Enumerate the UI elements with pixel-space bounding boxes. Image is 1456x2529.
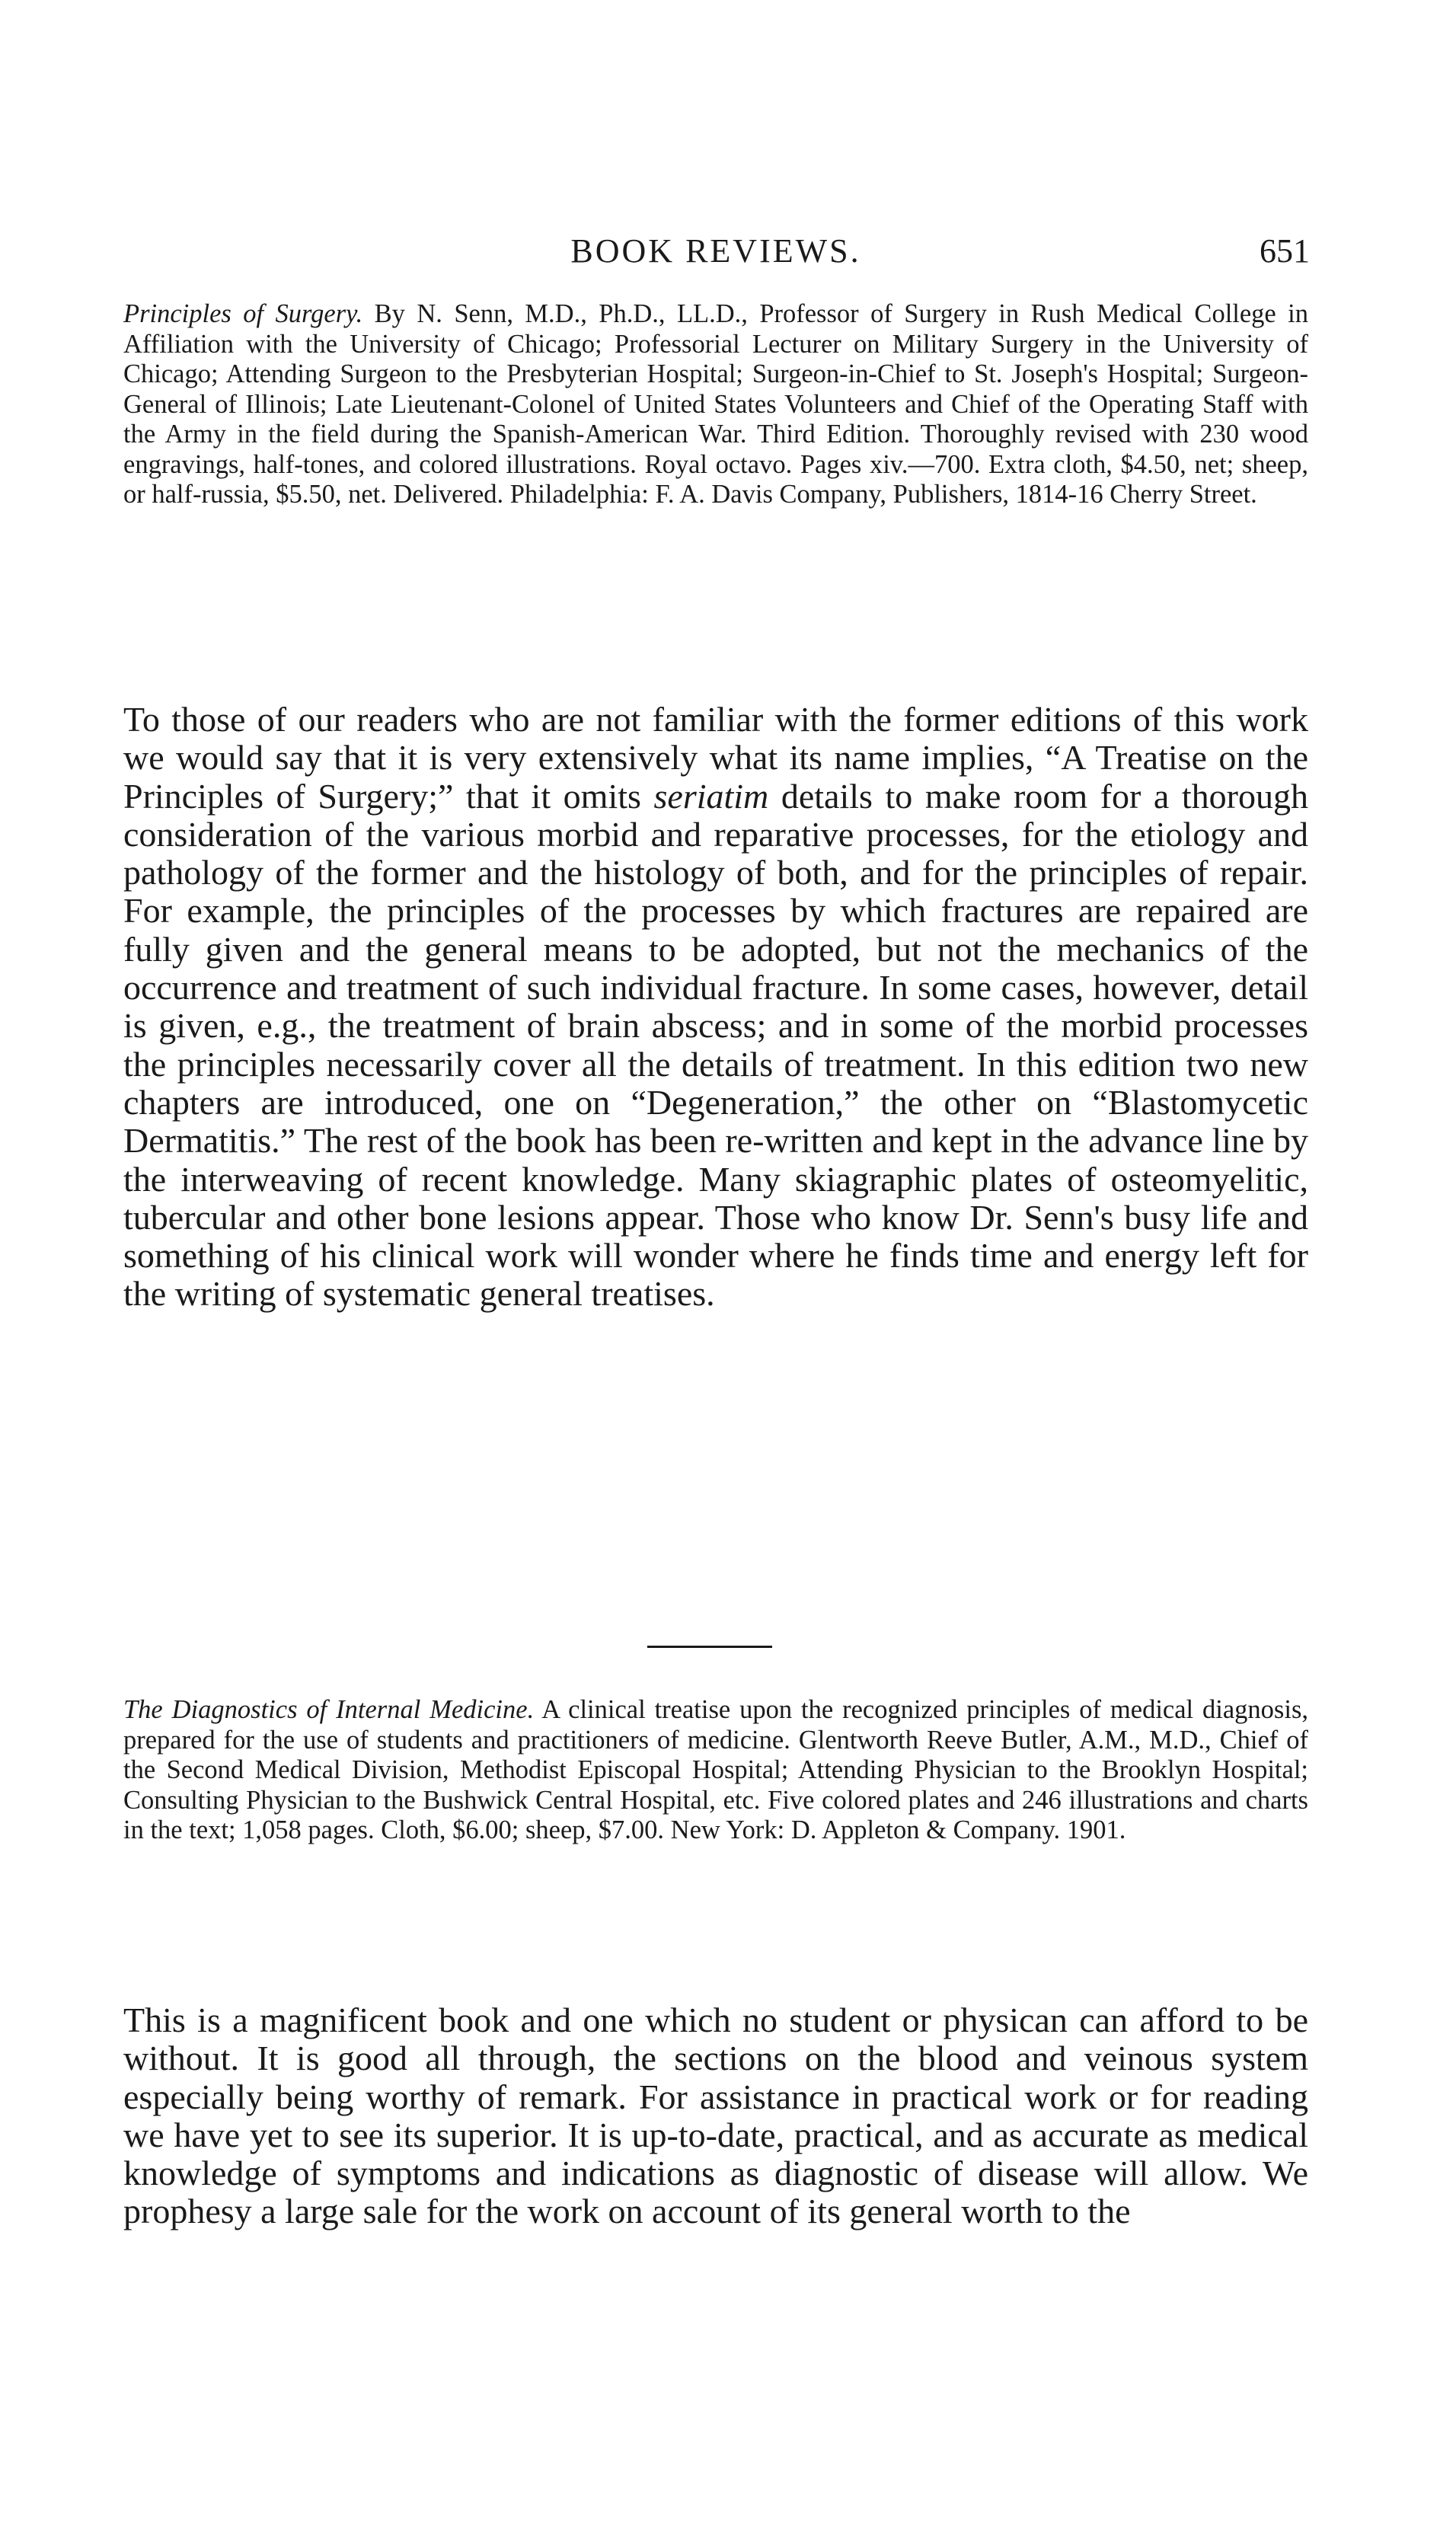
review-1-text	[123, 701, 1308, 1314]
page-number: 651	[1260, 232, 1310, 270]
running-title: BOOK REVIEWS.	[570, 232, 861, 270]
review-2-book-title: The Diagnostics of Internal Medicine.	[123, 1695, 535, 1724]
review-2-text-body: This is a magnificent book and one which no student or physican can afford to be without. It is good all through, the sections on the blood and veinous system especially being worthy of remark. For assistance in practical work or for reading we have yet to see its superior. It is up-to-date, practical, and as accurate as medical knowledge of symptoms and indications as diagnostic of disease will allow. We prophesy a large sale for the work on account of its general worth to the	[123, 2001, 1308, 2231]
review-2-text	[123, 2001, 1308, 2231]
review-1-book-title: Principles of Surgery.	[123, 299, 363, 328]
review-1-text-part-1: To those of our readers who are not familiar with the former editions of this work we would say that it is very extensively what its name implies, “A Treatise on the Principles of Surgery;” that it omits	[123, 700, 1308, 816]
review-2-citation	[123, 1695, 1308, 1846]
review-1-text-emphasis: seriatim	[653, 776, 769, 816]
running-head	[122, 228, 1310, 274]
review-1-citation-details: By N. Senn, M.D., Ph.D., LL.D., Professor of Surgery in Rush Medical College in Affiliation with the University of Chicago; Professorial Lecturer on Military Surgery in the University of Chicago; Attending Surgeon to the Presbyterian Hospital; Surgeon-in-Chief to St. Joseph's Hospital; Surgeon-General of Illinois; Late Lieutenant-Colonel of United States Volunteers and Chief of the Operating Staff with the Army in the field during the Spanish-American War. Third Edition. Thoroughly revised with 230 wood engravings, half-tones, and colored illustrations. Royal octavo. Pages xiv.—700. Extra cloth, $4.50, net; sheep, or half-russia, $5.50, net. Delivered. Philadelphia: F. A. Davis Company, Publishers, 1814-16 Cherry Street.	[123, 299, 1309, 509]
section-divider	[647, 1646, 772, 1648]
review-1-citation	[123, 299, 1308, 510]
review-1-text-part-2: details to make room for a thorough consideration of the various morbid and reparative processes, for the etiology and pathology of the former and the histology of both, and for the principles of repair. For example, the principles of the processes by which fractures are repaired are fully given and the general means to be adopted, but not the mechanics of the occurrence and treatment of such individual fracture. In some cases, however, detail is given, e.g., the treatment of brain abscess; and in some of the morbid processes the principles necessarily cover all the details of treatment. In this edition two new chapters are introduced, one on “Degeneration,” the other on “Blastomycetic Dermatitis.” The rest of the book has been re-written and kept in the advance line by the interweaving of recent knowledge. Many skiagraphic plates of osteomyelitic, tubercular and other bone lesions appear. Those who know Dr. Senn's busy life and something of his clinical work will wonder where he finds time and energy left for the writing of systematic general treatises.	[123, 776, 1308, 1314]
review-2-citation-details: A clinical treatise upon the recognized principles of medical diagnosis, prepared for the use of students and practitioners of medicine. Glentworth Reeve Butler, A.M., M.D., Chief of the Second Medical Division, Methodist Episcopal Hospital; Attending Physician to the Brooklyn Hospital; Consulting Physician to the Bushwick Central Hospital, etc. Five colored plates and 246 illustrations and charts in the text; 1,058 pages. Cloth, $6.00; sheep, $7.00. New York: D. Appleton & Company. 1901.	[123, 1695, 1308, 1844]
